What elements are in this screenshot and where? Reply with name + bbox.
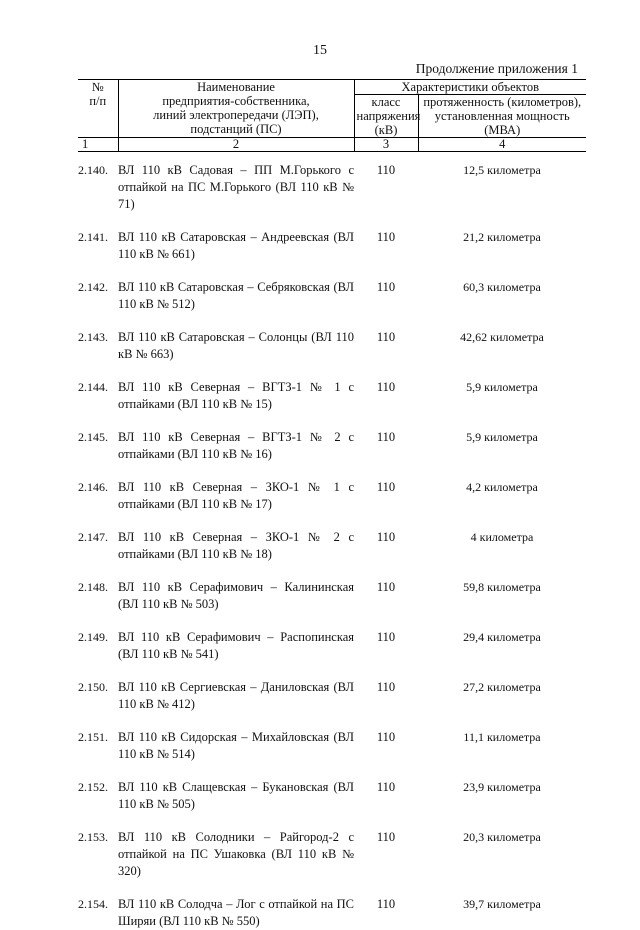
row-number: 2.141. <box>78 230 108 244</box>
row-name: ВЛ 110 кВ Сатаровская – Солонцы (ВЛ 110 кВ № 663) <box>118 330 354 361</box>
row-length: 29,4 километра <box>463 630 541 644</box>
table-row <box>78 763 586 813</box>
column-index: 2 <box>118 138 354 152</box>
row-name: ВЛ 110 кВ Сидорская – Михайловская (ВЛ 110 кВ № 514) <box>118 730 354 761</box>
row-voltage: 110 <box>376 830 396 844</box>
row-length: 4,2 километра <box>466 480 538 494</box>
row-voltage: 110 <box>376 580 396 594</box>
row-number: 2.145. <box>78 430 108 444</box>
table-row <box>78 713 586 763</box>
row-voltage: 110 <box>376 780 396 794</box>
row-name: ВЛ 110 кВ Садовая – ПП М.Горького с отпайкой на ПС М.Горького (ВЛ 110 кВ № 71) <box>118 163 354 211</box>
table-row <box>78 313 586 363</box>
row-voltage: 110 <box>376 630 396 644</box>
page-number: 15 <box>313 43 327 58</box>
row-number: 2.144. <box>78 380 108 394</box>
table-row <box>78 613 586 663</box>
row-length: 21,2 километра <box>463 230 541 244</box>
row-number: 2.146. <box>78 480 108 494</box>
row-number: 2.143. <box>78 330 108 344</box>
table-row <box>78 363 586 413</box>
row-length: 5,9 километра <box>466 380 538 394</box>
row-length: 59,8 километра <box>463 580 541 594</box>
row-number: 2.152. <box>78 780 108 794</box>
row-number: 2.142. <box>78 280 108 294</box>
row-name: ВЛ 110 кВ Северная – ВГТЗ-1 № 1 с отпайками (ВЛ 110 кВ № 15) <box>118 380 354 411</box>
row-number: 2.154. <box>78 897 108 911</box>
row-voltage: 110 <box>376 680 396 694</box>
table-row <box>78 463 586 513</box>
column-index: 1 <box>78 138 118 152</box>
row-name: ВЛ 110 кВ Сатаровская – Себряковская (ВЛ 110 кВ № 512) <box>118 280 354 311</box>
row-length: 42,62 километра <box>460 330 544 344</box>
row-voltage: 110 <box>376 380 396 394</box>
row-name: ВЛ 110 кВ Серафимович – Калининская (ВЛ 110 кВ № 503) <box>118 580 354 611</box>
row-number: 2.150. <box>78 680 108 694</box>
table-row <box>78 663 586 713</box>
header-voltage-class: класс напряжения (кВ) <box>354 95 418 138</box>
row-length: 12,5 километра <box>463 163 541 177</box>
header-characteristics: Характеристики объектов <box>354 80 586 95</box>
objects-table <box>78 79 586 930</box>
column-index: 4 <box>418 138 586 152</box>
row-number: 2.140. <box>78 163 108 177</box>
row-length: 39,7 километра <box>463 897 541 911</box>
row-name: ВЛ 110 кВ Слащевская – Букановская (ВЛ 110 кВ № 505) <box>118 780 354 811</box>
table-row <box>78 263 586 313</box>
column-index: 3 <box>354 138 418 152</box>
row-number: 2.149. <box>78 630 108 644</box>
row-number: 2.147. <box>78 530 108 544</box>
continuation-label: Продолжение приложения 1 <box>415 61 578 76</box>
row-length: 5,9 километра <box>466 430 538 444</box>
row-length: 60,3 километра <box>463 280 541 294</box>
table-row <box>78 513 586 563</box>
row-length: 27,2 километра <box>463 680 541 694</box>
row-name: ВЛ 110 кВ Сергиевская – Даниловская (ВЛ 110 кВ № 412) <box>118 680 354 711</box>
row-voltage: 110 <box>376 230 396 244</box>
table-row <box>78 213 586 263</box>
row-length: 20,3 километра <box>463 830 541 844</box>
row-name: ВЛ 110 кВ Сатаровская – Андреевская (ВЛ 110 кВ № 661) <box>118 230 354 261</box>
table-row <box>78 413 586 463</box>
row-voltage: 110 <box>376 480 396 494</box>
row-voltage: 110 <box>376 430 396 444</box>
table-row <box>78 880 586 930</box>
row-number: 2.151. <box>78 730 108 744</box>
table-row <box>78 152 586 214</box>
header-name: Наименование предприятия-собственника, линий электропередачи (ЛЭП), подстанций (ПС) <box>118 80 354 138</box>
row-voltage: 110 <box>376 530 396 544</box>
row-name: ВЛ 110 кВ Серафимович – Распопинская (ВЛ 110 кВ № 541) <box>118 630 354 661</box>
header-num: № п/п <box>78 80 118 138</box>
row-voltage: 110 <box>376 280 396 294</box>
row-length: 23,9 километра <box>463 780 541 794</box>
row-number: 2.153. <box>78 830 108 844</box>
row-voltage: 110 <box>376 163 396 177</box>
row-name: ВЛ 110 кВ Солодча – Лог с отпайкой на ПС Ширяи (ВЛ 110 кВ № 550) <box>118 897 354 928</box>
row-name: ВЛ 110 кВ Северная – ЗКО-1 № 2 с отпайками (ВЛ 110 кВ № 18) <box>118 530 354 561</box>
table-row <box>78 563 586 613</box>
row-voltage: 110 <box>376 897 396 911</box>
row-name: ВЛ 110 кВ Северная – ВГТЗ-1 № 2 с отпайками (ВЛ 110 кВ № 16) <box>118 430 354 461</box>
table-row <box>78 813 586 880</box>
row-number: 2.148. <box>78 580 108 594</box>
row-length: 4 километра <box>470 530 534 544</box>
row-name: ВЛ 110 кВ Северная – ЗКО-1 № 1 с отпайками (ВЛ 110 кВ № 17) <box>118 480 354 511</box>
row-name: ВЛ 110 кВ Солодники – Райгород-2 с отпайкой на ПС Ушаковка (ВЛ 110 кВ № 320) <box>118 830 354 878</box>
row-voltage: 110 <box>376 330 396 344</box>
row-length: 11,1 километра <box>463 730 541 744</box>
row-voltage: 110 <box>376 730 396 744</box>
header-length-capacity: протяженность (километров), установленная мощность (МВА) <box>418 95 586 138</box>
